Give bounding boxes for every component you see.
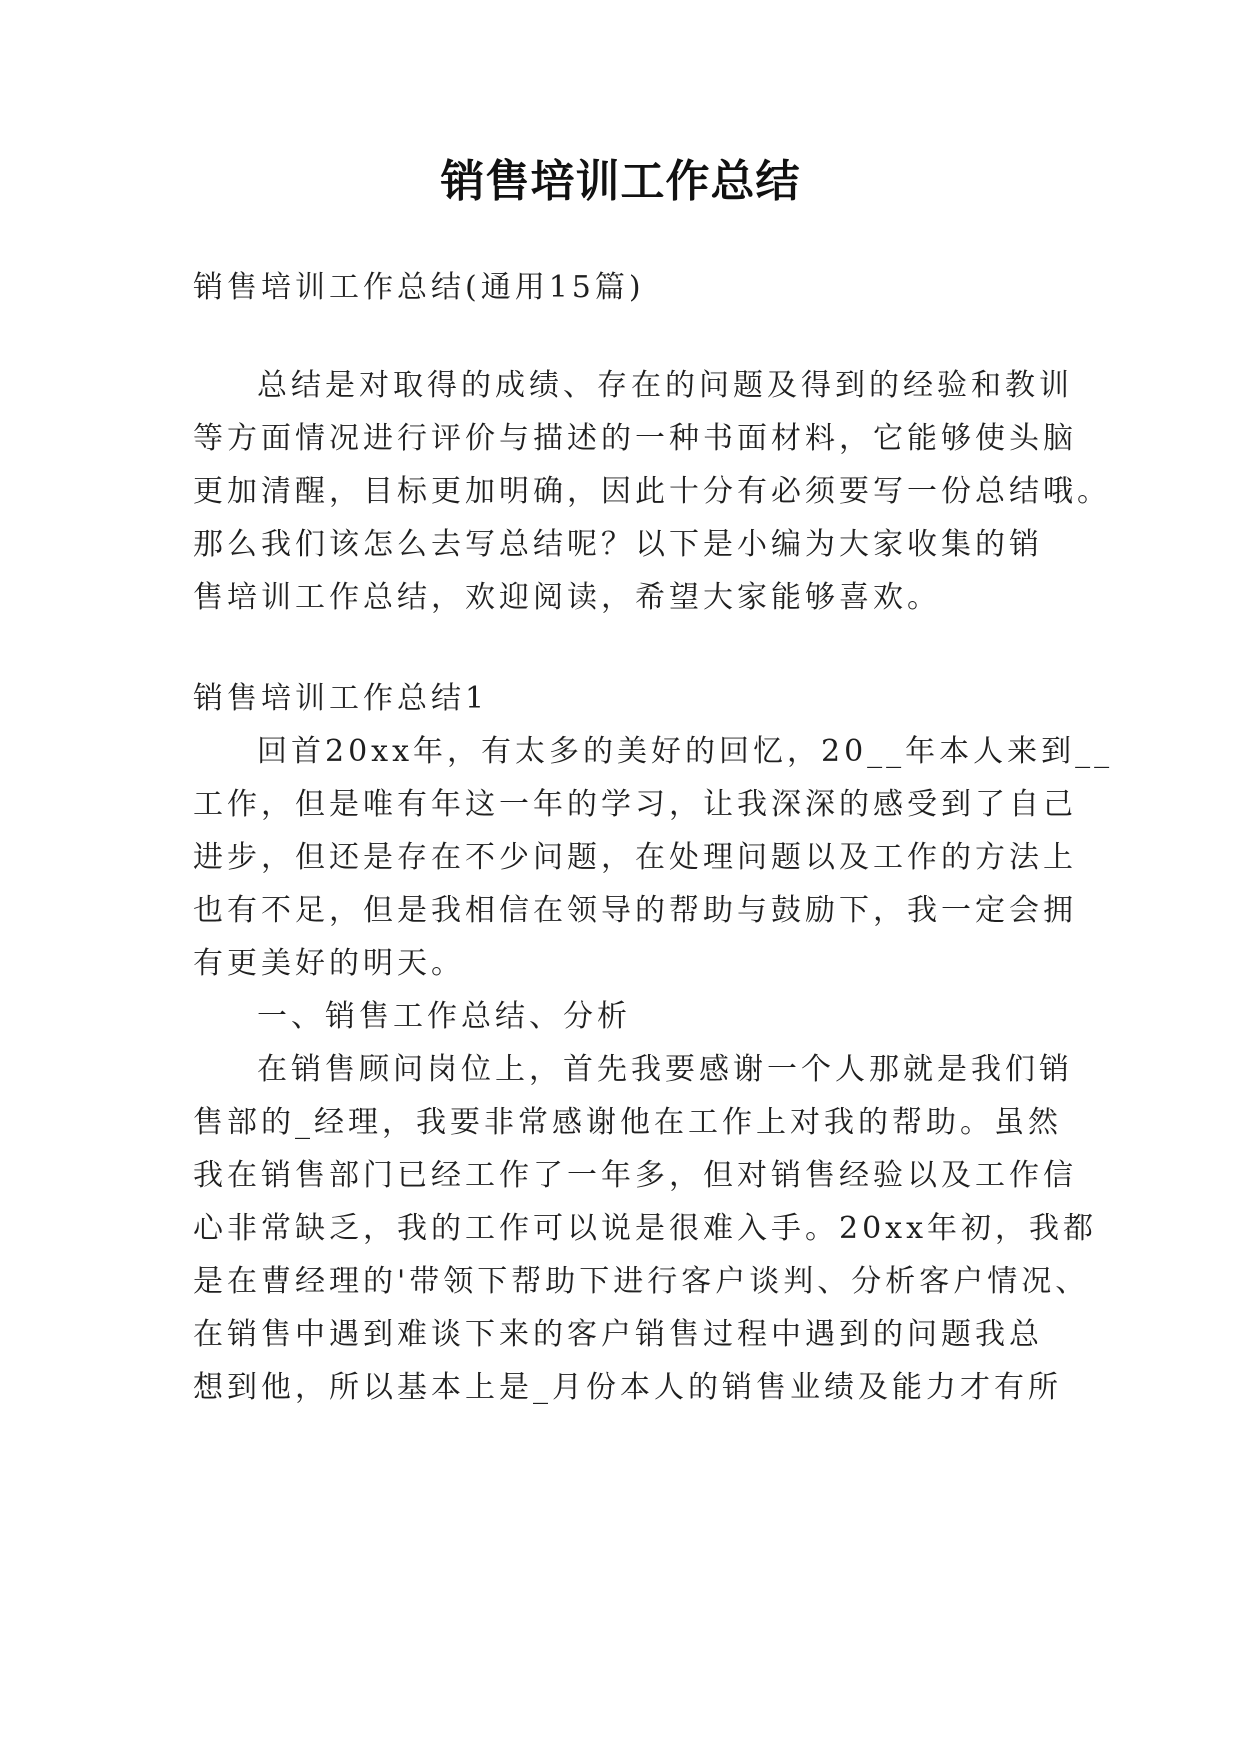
paragraph-line: 想到他，所以基本上是_月份本人的销售业绩及能力才有所	[193, 1370, 1062, 1405]
paragraph-line: 有更美好的明天。	[193, 946, 465, 981]
intro-line: 售培训工作总结，欢迎阅读，希望大家能够喜欢。	[193, 580, 941, 615]
intro-line: 等方面情况进行评价与描述的一种书面材料，它能够使头脑	[193, 421, 1077, 456]
intro-line: 总结是对取得的成绩、存在的问题及得到的经验和教训	[257, 368, 1073, 403]
paragraph-line: 我在销售部门已经工作了一年多，但对销售经验以及工作信	[193, 1158, 1077, 1193]
document-subtitle: 销售培训工作总结(通用15篇)	[193, 270, 645, 305]
paragraph-line: 售部的_经理，我要非常感谢他在工作上对我的帮助。虽然	[193, 1105, 1062, 1140]
paragraph-line: 是在曹经理的'带领下帮助下进行客户谈判、分析客户情况、	[193, 1264, 1090, 1299]
document-title: 销售培训工作总结	[440, 156, 801, 207]
paragraph-line: 在销售顾问岗位上，首先我要感谢一个人那就是我们销	[257, 1052, 1073, 1087]
paragraph-line: 心非常缺乏，我的工作可以说是很难入手。20xx年初，我都	[193, 1211, 1098, 1246]
section-heading: 销售培训工作总结1	[193, 681, 489, 716]
intro-line: 更加清醒，目标更加明确，因此十分有必须要写一份总结哦。	[193, 474, 1111, 509]
paragraph-line: 进步，但还是存在不少问题，在处理问题以及工作的方法上	[193, 840, 1077, 875]
section-subheading: 一、销售工作总结、分析	[257, 999, 631, 1034]
paragraph-line: 也有不足，但是我相信在领导的帮助与鼓励下，我一定会拥	[193, 893, 1077, 928]
paragraph-line: 工作，但是唯有年这一年的学习，让我深深的感受到了自己	[193, 787, 1077, 822]
intro-line: 那么我们该怎么去写总结呢？以下是小编为大家收集的销	[193, 527, 1043, 562]
paragraph-line: 在销售中遇到难谈下来的客户销售过程中遇到的问题我总	[193, 1317, 1043, 1352]
paragraph-line: 回首20xx年，有太多的美好的回忆，20__年本人来到__	[257, 734, 1114, 769]
